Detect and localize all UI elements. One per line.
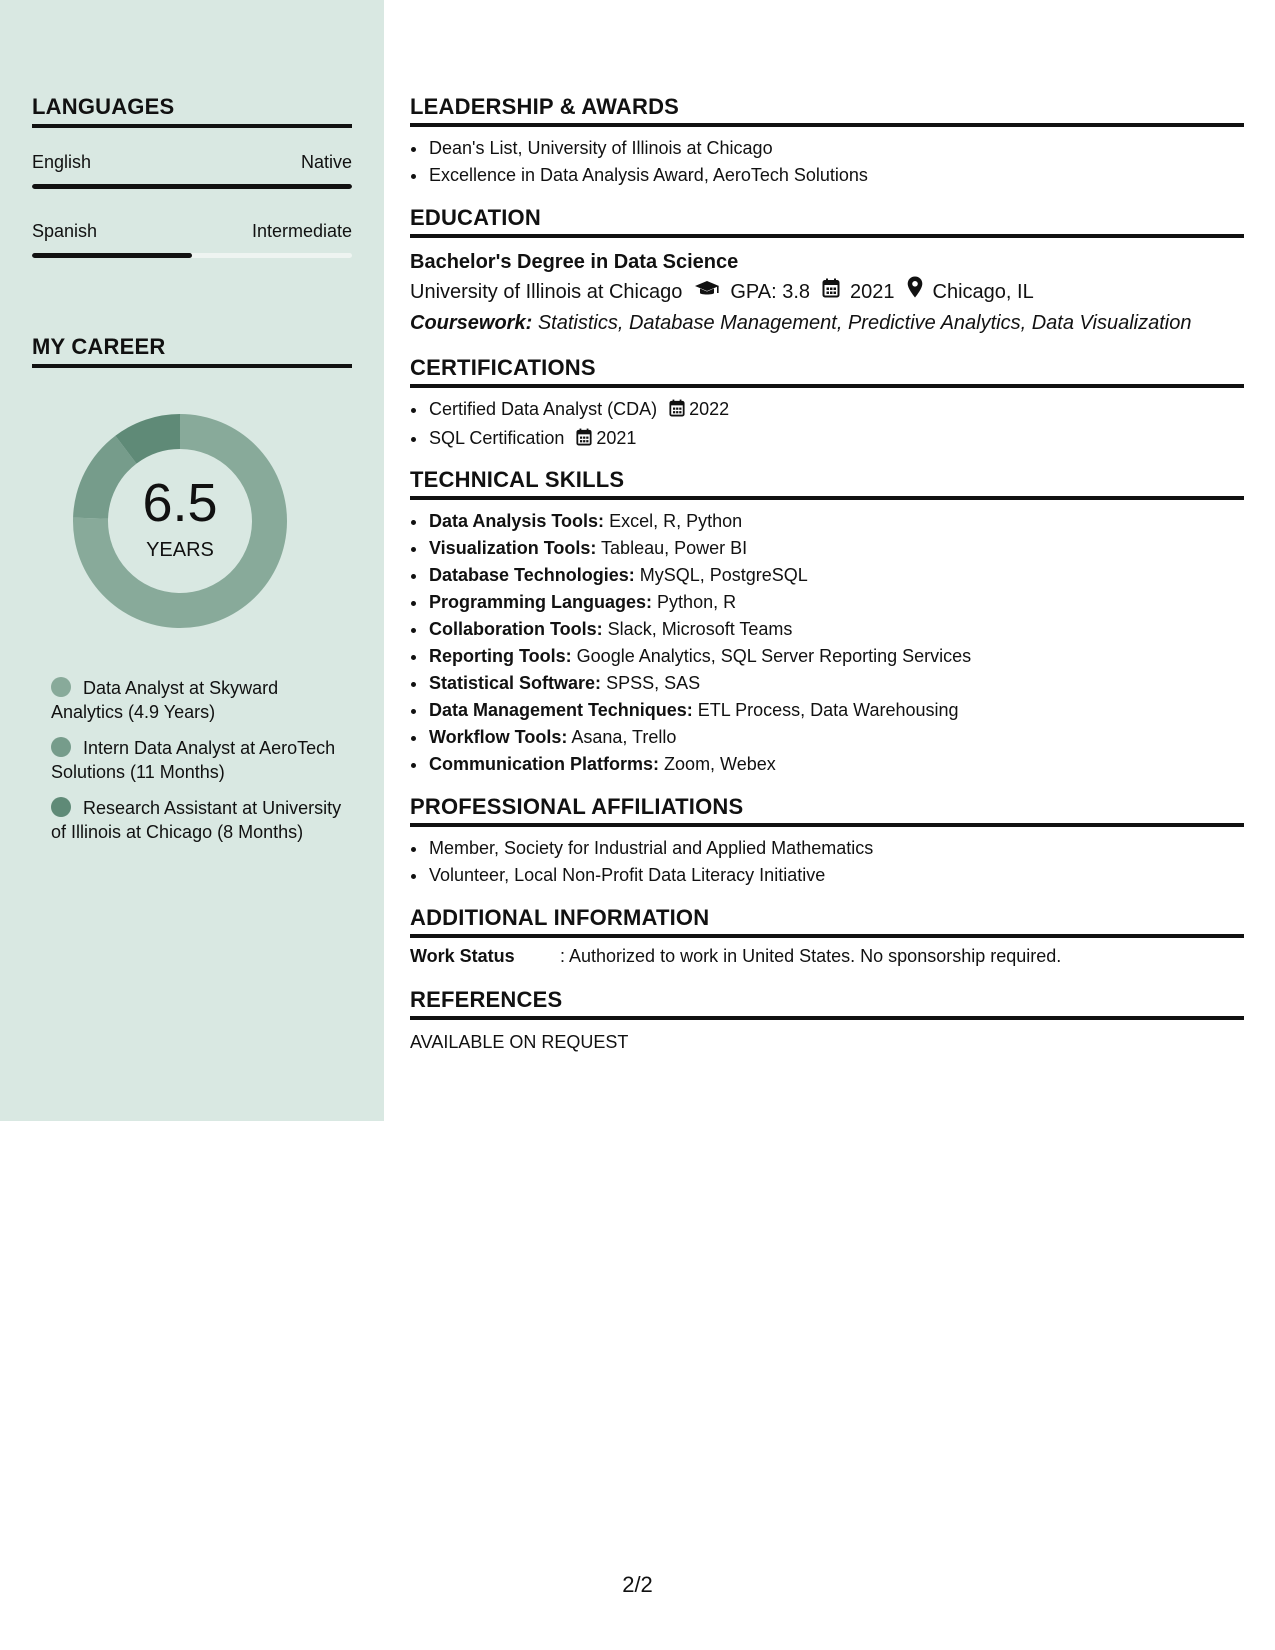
coursework-label: Coursework:	[410, 312, 533, 334]
list-item	[428, 562, 1244, 589]
skill-label: Visualization Tools:	[429, 538, 597, 558]
career-total-value: 6.5	[142, 473, 218, 533]
page-number: 2/2	[622, 1572, 653, 1597]
references-heading: REFERENCES	[410, 987, 1244, 1020]
skill-value: Tableau, Power BI	[601, 538, 748, 558]
degree-title: Bachelor's Degree in Data Science	[410, 251, 739, 273]
skill-label: Reporting Tools:	[429, 646, 572, 666]
additional-info-section	[410, 905, 1244, 967]
skill-label: Statistical Software:	[429, 673, 602, 693]
skill-value: Python, R	[657, 592, 737, 612]
list-item	[428, 670, 1244, 697]
list-item	[428, 508, 1244, 535]
career-donut-chart	[67, 408, 293, 634]
list-item: • Volunteer, Local Non-Profit Data Literacy Initiative	[428, 862, 1244, 889]
list-item: • Excellence in Data Analysis Award, AeroTech Solutions	[428, 162, 1244, 189]
skill-value: MySQL, PostgreSQL	[639, 565, 808, 585]
skill-label: Programming Languages:	[429, 592, 653, 612]
list-item	[428, 643, 1244, 670]
language-bar-fill	[32, 253, 192, 258]
language-bar-english	[32, 184, 352, 189]
language-bar-spanish	[32, 253, 352, 258]
calendar-icon	[576, 427, 592, 454]
additional-info-heading: ADDITIONAL INFORMATION	[410, 905, 1244, 938]
graduation-year: 2021	[850, 280, 895, 303]
certification-year: 2022	[689, 399, 730, 419]
skill-value: Google Analytics, SQL Server Reporting Services	[576, 646, 972, 666]
school-name: University of Illinois at Chicago	[410, 280, 683, 303]
language-row-english	[32, 152, 352, 173]
work-status-value: : Authorized to work in United States. No sponsorship required.	[560, 946, 1062, 966]
school-location: Chicago, IL	[932, 280, 1034, 303]
calendar-icon	[669, 398, 685, 425]
skill-label: Communication Platforms:	[429, 754, 660, 774]
list-item	[428, 535, 1244, 562]
gpa: GPA: 3.8	[730, 280, 811, 303]
technical-skills-section	[410, 467, 1244, 778]
language-row-spanish	[32, 221, 352, 242]
list-item	[428, 724, 1244, 751]
list-item	[428, 616, 1244, 643]
career-item	[51, 736, 351, 784]
leadership-heading: LEADERSHIP & AWARDS	[410, 94, 1244, 127]
skill-label: Data Analysis Tools:	[429, 511, 605, 531]
sidebar	[0, 0, 384, 1121]
language-name: English	[32, 152, 92, 172]
career-item	[51, 676, 351, 724]
career-heading: MY CAREER	[32, 334, 352, 368]
calendar-icon	[822, 277, 840, 308]
languages-heading: LANGUAGES	[32, 94, 352, 128]
references-section	[410, 987, 1244, 1053]
leadership-section	[410, 94, 1244, 189]
education-heading: EDUCATION	[410, 205, 1244, 238]
location-pin-icon	[907, 276, 923, 308]
career-dot	[51, 677, 71, 697]
career-item-text: Research Assistant at University of Illinois at Chicago (8 Months)	[51, 798, 342, 842]
affiliations-heading: PROFESSIONAL AFFILIATIONS	[410, 794, 1244, 827]
affiliations-list	[410, 835, 1244, 889]
certification-name: Certified Data Analyst (CDA)	[429, 399, 658, 419]
skill-value: Zoom, Webex	[664, 754, 776, 774]
career-list	[51, 676, 351, 856]
career-item	[51, 796, 351, 844]
language-level: Native	[300, 152, 352, 172]
skill-label: Data Management Techniques:	[429, 700, 693, 720]
coursework-list: Statistics, Database Management, Predictive Analytics, Data Visualization	[537, 312, 1192, 334]
language-level: Intermediate	[251, 221, 352, 241]
leadership-list	[410, 135, 1244, 189]
certification-year: 2021	[596, 428, 637, 448]
skill-value: SPSS, SAS	[606, 673, 701, 693]
skill-value: Asana, Trello	[571, 727, 677, 747]
skill-value: Slack, Microsoft Teams	[607, 619, 793, 639]
skill-label: Database Technologies:	[429, 565, 635, 585]
certification-name: SQL Certification	[429, 428, 565, 448]
work-status-label: Work Status	[410, 946, 515, 966]
education-details	[410, 276, 1244, 308]
career-dot	[51, 797, 71, 817]
skill-label: Workflow Tools:	[429, 727, 568, 747]
list-item	[428, 396, 1244, 425]
graduation-cap-icon	[694, 277, 720, 308]
certifications-list	[410, 396, 1244, 454]
technical-skills-heading: TECHNICAL SKILLS	[410, 467, 1244, 500]
career-item-text: Data Analyst at Skyward Analytics (4.9 Years)	[51, 678, 279, 722]
career-dot	[51, 737, 71, 757]
language-name: Spanish	[32, 221, 98, 241]
list-item	[428, 697, 1244, 724]
skill-value: ETL Process, Data Warehousing	[697, 700, 959, 720]
skill-label: Collaboration Tools:	[429, 619, 603, 639]
career-item-text: Intern Data Analyst at AeroTech Solutions (11 Months)	[51, 738, 336, 782]
career-total-unit: YEARS	[146, 539, 214, 561]
list-item: • Member, Society for Industrial and Applied Mathematics	[428, 835, 1244, 862]
list-item	[428, 425, 1244, 454]
language-bar-fill	[32, 184, 352, 189]
affiliations-section	[410, 794, 1244, 889]
certifications-section	[410, 355, 1244, 454]
references-text: AVAILABLE ON REQUEST	[410, 1032, 629, 1052]
work-status-row	[410, 946, 1244, 967]
list-item	[428, 751, 1244, 778]
skill-value: Excel, R, Python	[609, 511, 743, 531]
skills-list	[410, 508, 1244, 778]
list-item	[428, 589, 1244, 616]
list-item: • Dean's List, University of Illinois at Chicago	[428, 135, 1244, 162]
coursework	[410, 308, 1244, 338]
certifications-heading: CERTIFICATIONS	[410, 355, 1244, 388]
education-section	[410, 205, 1244, 338]
